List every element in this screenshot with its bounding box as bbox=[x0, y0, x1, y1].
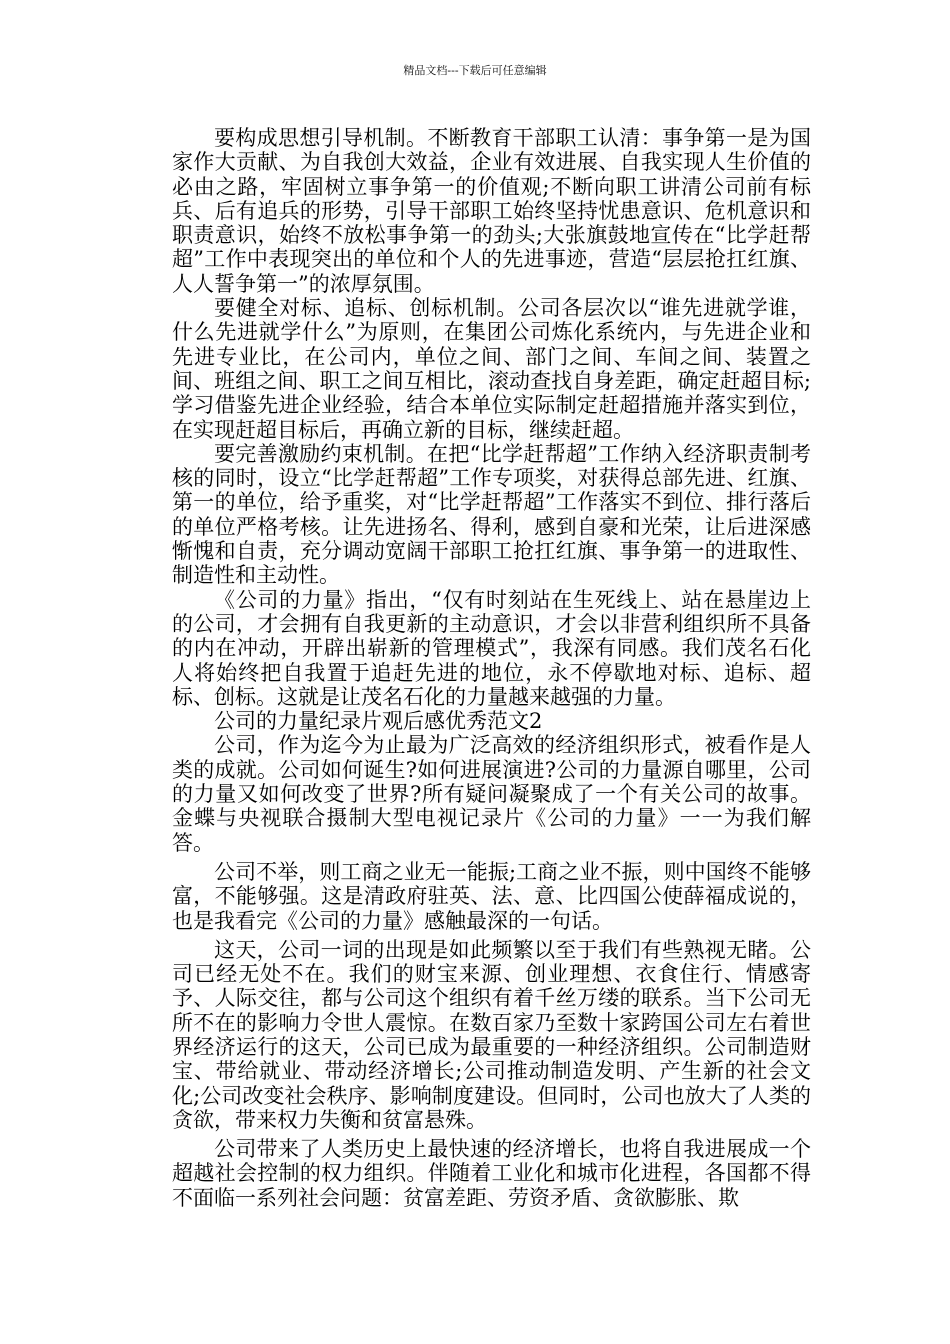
section-title: 公司的力量纪录片观后感优秀范文2 bbox=[214, 709, 543, 734]
paragraph-benchmarking: 要健全对标、追标、创标机制。公司各层次以“谁先进就学谁，什么先进就学什么”为原则，在集团公司炼化系统内，与先进企业和先进专业比，在公司内，单位之间、部门之间、车间之间、装置之间、班组之间、职工之间互相比，滚动查找自身差距，确定赶超目标;学习借鉴先进企业经验，结合本单位实际制定赶超措施并落实到位，在实现赶超目标后，再确立新的目标，继续赶超。 bbox=[172, 296, 811, 442]
paragraph-company-intro: 公司，作为迄今为止最为广泛高效的经济组织形式，被看作是人类的成就。公司如何诞生?如何进展演进?公司的力量源自哪里，公司的力量又如何改变了世界?所有疑问凝聚成了一个有关公司的故事。金蝶与央视联合摄制大型电视记录片《公司的力量》一一为我们解答。 bbox=[172, 733, 811, 855]
paragraph-company-everywhere: 这天，公司一词的出现是如此频繁以至于我们有些熟视无睹。公司已经无处不在。我们的财宝来源、创业理想、衣食住行、情感寄予、人际交往，都与公司这个组织有着千丝万缕的联系。当下公司无所不在的影响力令世人震惊。在数百家乃至数十家跨国公司左右着世界经济运行的这天，公司已成为最重要的一种经济组织。公司制造财宝、带给就业、带动经济增长;公司推动制造发明、产生新的社会文化;公司改变社会秩序、影响制度建设。但同时，公司也放大了人类的贪欲，带来权力失衡和贫富悬殊。 bbox=[172, 937, 811, 1132]
paragraph-xue-fucheng: 公司不举，则工商之业无一能振;工商之业不振，则中国终不能够富，不能够强。这是清政府驻英、法、意、比四国公使薛福成说的，也是我看完《公司的力量》感触最深的一句话。 bbox=[172, 859, 811, 933]
paragraph-economic-growth: 公司带来了人类历史上最快速的经济增长，也将自我进展成一个超越社会控制的权力组织。伴随着工业化和城市化进程，各国都不得不面临一系列社会问题：贫富差距、劳资矛盾、贪欲膨胀、欺 bbox=[172, 1137, 811, 1210]
paragraph-company-power-quote: 《公司的力量》指出，“仅有时刻站在生死线上、站在悬崖边上的公司，才会拥有自我更新的主动意识，才会以非营利组织所不具备的内在冲动，开辟出崭新的管理模式”，我深有同感。我们茂名石化人将始终把自我置于追赶先进的地位，永不停歇地对标、追标、超标、创标。这就是让茂名石化的力量越来越强的力量。 bbox=[172, 587, 811, 709]
paragraph-thought-guidance: 要构成思想引导机制。不断教育干部职工认清：事争第一是为国家作大贡献、为自我创大效益，企业有效进展、自我实现人生价值的必由之路，牢固树立事争第一的价值观;不断向职工讲清公司前有标兵、后有追兵的形势，引导干部职工始终坚持忧患意识、危机意识和职责意识，始终不放松事争第一的劲头;大张旗鼓地宣传在“比学赶帮超”工作中表现突出的单位和个人的先进事迹，营造“层层抢扛红旗、人人誓争第一”的浓厚氛围。 bbox=[172, 126, 811, 296]
paragraph-incentive: 要完善激励约束机制。在把“比学赶帮超”工作纳入经济职责制考核的同时，设立“比学赶帮超”工作专项奖，对获得总部先进、红旗、第一的单位，给予重奖，对“比学赶帮超”工作落实不到位、排行落后的单位严格考核。让先进扬名、得利，感到自豪和光荣，让后进深感惭愧和自责，充分调动宽阔干部职工抢扛红旗、事争第一的进取性、制造性和主动性。 bbox=[172, 441, 811, 588]
document-body bbox=[172, 126, 811, 1210]
page-header: 精品文档---下载后可任意编辑 bbox=[403, 64, 547, 77]
